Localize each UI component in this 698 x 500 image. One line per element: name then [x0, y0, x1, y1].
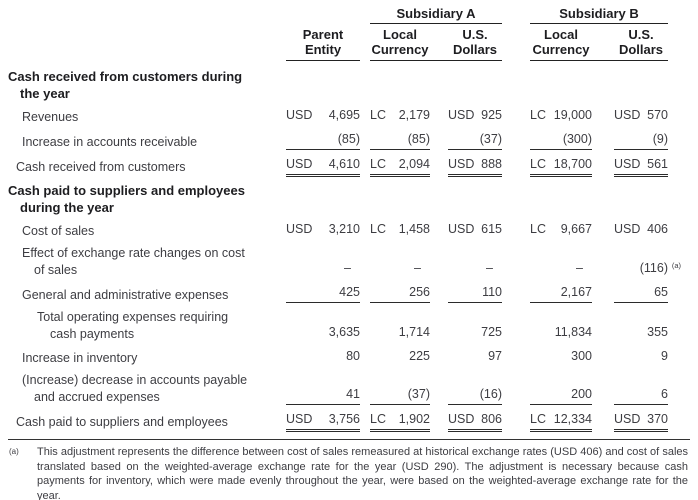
subsidiary-b-header: Subsidiary B [530, 6, 668, 24]
row-label [8, 134, 278, 151]
currency-prefix: LC [370, 108, 386, 122]
column-header-line: U.S. [628, 27, 654, 42]
column-header-line: Dollars [618, 42, 664, 57]
amount-value: 925 [481, 108, 502, 122]
amount-cell [614, 411, 668, 430]
amount-cell [614, 348, 668, 366]
amount-value: 561 [647, 157, 668, 171]
table-row [8, 156, 690, 175]
amount-cell [286, 348, 360, 366]
amount-value: 9,667 [560, 222, 592, 236]
amount-cell [530, 348, 592, 366]
footnote-reference: (a) [671, 261, 681, 270]
row-label-line: the year [20, 86, 70, 101]
amount-value: 225 [409, 349, 430, 363]
amount-value: 65 [654, 285, 668, 299]
row-label-line: Cash paid to suppliers and employees [8, 183, 245, 198]
amount-value: 2,167 [560, 285, 592, 299]
subsidiary-a-columns [370, 27, 502, 61]
amount-cell [286, 386, 360, 405]
amount-cell [370, 156, 430, 175]
amount-cell [614, 156, 668, 175]
subsidiary-b-columns [530, 27, 668, 61]
currency-prefix: LC [370, 412, 386, 426]
row-label-line: Increase in inventory [22, 350, 138, 365]
currency-prefix: USD [286, 412, 313, 426]
amount-cell [448, 156, 502, 175]
row-label-line: and accrued expenses [34, 389, 160, 404]
currency-prefix: USD [614, 412, 641, 426]
amount-cell [370, 260, 430, 278]
amount-value: 9 [661, 349, 668, 363]
currency-prefix: LC [530, 222, 546, 236]
amount-cell [286, 107, 360, 125]
amount-value: 888 [481, 157, 502, 171]
footnote [8, 439, 690, 500]
amount-cell [448, 221, 502, 239]
row-label-line: during the year [20, 200, 114, 215]
amount-value: 300 [571, 349, 592, 363]
amount-cell [614, 260, 681, 278]
row-label-line: Cash received from customers during [8, 69, 243, 84]
amount-value: (9) [652, 132, 668, 146]
amount-cell [530, 411, 592, 430]
column-header-line: Local [544, 27, 578, 42]
amount-value: 80 [346, 349, 360, 363]
amount-cell [370, 221, 430, 239]
amount-cell [370, 348, 430, 366]
currency-prefix: USD [448, 157, 475, 171]
amount-value: 6 [661, 387, 668, 401]
amount-value: 1,458 [398, 222, 430, 236]
currency-prefix: LC [530, 412, 546, 426]
amount-cell [614, 386, 668, 405]
row-label-line: Total operating expenses requiring [37, 310, 229, 324]
row-label [8, 223, 278, 240]
row-label-line: Effect of exchange rate changes on cost [22, 246, 245, 260]
amount-cell [530, 156, 592, 175]
amount-value: 19,000 [553, 108, 592, 122]
row-label-line: Cash received from customers [16, 159, 186, 174]
currency-prefix: USD [614, 222, 641, 236]
currency-prefix: USD [448, 222, 475, 236]
row-label [8, 372, 278, 405]
amount-value: – [486, 261, 493, 275]
row-label [8, 245, 278, 278]
amount-cell [530, 107, 592, 125]
row-label [8, 414, 278, 431]
amount-cell [448, 386, 502, 405]
amount-cell [614, 131, 668, 150]
table-row [8, 411, 690, 430]
column-header-line: Currency [532, 42, 590, 57]
row-label-line: Revenues [22, 109, 79, 124]
table-header-groups [8, 6, 690, 24]
local-currency-column-header-b [530, 27, 592, 57]
amount-cell [370, 131, 430, 150]
table-row [8, 131, 690, 150]
currency-prefix: USD [286, 108, 313, 122]
amount-cell [286, 156, 360, 175]
amount-value: 11,834 [554, 325, 592, 339]
row-label-line: General and administrative expenses [22, 287, 229, 302]
row-label [8, 68, 278, 102]
amount-cell [286, 324, 360, 342]
amount-cell [286, 260, 360, 278]
amount-value: 110 [482, 285, 502, 299]
amount-value: 3,210 [328, 222, 360, 236]
local-currency-column-header-a [370, 27, 430, 57]
amount-cell [530, 284, 592, 303]
amount-cell [286, 221, 360, 239]
amount-value: 370 [647, 412, 668, 426]
table-row [8, 245, 690, 278]
row-label-line: Cash paid to suppliers and employees [16, 414, 228, 429]
amount-cell [448, 260, 502, 278]
amount-cell [614, 221, 668, 239]
row-label [8, 287, 278, 304]
table-row [8, 348, 690, 366]
currency-prefix: LC [370, 157, 386, 171]
amount-value: 2,094 [398, 157, 430, 171]
amount-value: – [576, 261, 583, 275]
amount-value: (85) [407, 132, 430, 146]
amount-cell [370, 324, 430, 342]
amount-cell [448, 411, 502, 430]
footnote-marker: (a) [9, 447, 19, 456]
amount-cell [370, 411, 430, 430]
column-header-line: Local [383, 27, 417, 42]
amount-value: 4,695 [328, 108, 360, 122]
table-row [8, 284, 690, 303]
amount-value: – [414, 261, 421, 275]
section-header-row [8, 182, 690, 216]
amount-cell [448, 131, 502, 150]
row-label-line: of sales [34, 262, 78, 277]
footnote-text: This adjustment represents the difference between cost of sales remeasured at historical exchange rates (USD 406) and cost of sales translated based on the weighted-average exchange rate for the year (USD 290). The adjustment is necessary because cash payments for inventory, which were made evenly throughout the year, were based on the weighted-average exchange rate for the year. [37, 446, 688, 500]
amount-cell [448, 324, 502, 342]
row-label [8, 309, 278, 342]
amount-value: 570 [647, 108, 668, 122]
column-header-line: Entity [304, 42, 342, 57]
currency-prefix: USD [614, 108, 641, 122]
amount-cell [448, 107, 502, 125]
amount-cell [530, 324, 592, 342]
currency-prefix: LC [530, 108, 546, 122]
currency-prefix: LC [370, 222, 386, 236]
amount-value: 725 [481, 325, 502, 339]
amount-value: (116) (a) [640, 260, 668, 276]
parent-entity-column-header [286, 27, 360, 61]
row-label-line: Increase in accounts receivable [22, 134, 198, 149]
table-row [8, 221, 690, 239]
row-label-line: Cost of sales [22, 223, 95, 238]
amount-cell [530, 131, 592, 150]
subsidiary-a-header: Subsidiary A [370, 6, 502, 24]
amount-cell [448, 348, 502, 366]
amount-value: 1,714 [398, 325, 430, 339]
currency-prefix: USD [448, 108, 475, 122]
amount-value: (16) [479, 387, 502, 401]
amount-value: 200 [571, 387, 592, 401]
amount-cell [530, 260, 592, 278]
amount-value: 12,334 [553, 412, 592, 426]
column-header-line: Parent [302, 27, 344, 42]
column-header-line: Dollars [452, 42, 498, 57]
amount-value: 1,902 [398, 412, 430, 426]
amount-value: (37) [407, 387, 430, 401]
currency-prefix: USD [448, 412, 475, 426]
amount-cell [530, 221, 592, 239]
table-row [8, 309, 690, 342]
row-label-line: cash payments [50, 326, 135, 341]
amount-value: (85) [337, 132, 360, 146]
row-label [8, 350, 278, 367]
amount-value: 4,610 [328, 157, 360, 171]
column-header-line: Currency [371, 42, 429, 57]
amount-cell [614, 324, 668, 342]
row-label [8, 159, 278, 176]
amount-value: 425 [339, 285, 360, 299]
amount-cell [286, 411, 360, 430]
amount-cell [370, 107, 430, 125]
currency-prefix: USD [286, 222, 313, 236]
amount-value: (37) [479, 132, 502, 146]
amount-cell [614, 107, 668, 125]
amount-cell [448, 284, 502, 303]
amount-value: 806 [481, 412, 502, 426]
amount-cell [370, 284, 430, 303]
amount-value: (300) [562, 132, 592, 146]
amount-cell [286, 284, 360, 303]
amount-value: 97 [488, 349, 502, 363]
table-row [8, 107, 690, 125]
table-header-columns [8, 27, 690, 61]
column-header-line: U.S. [462, 27, 488, 42]
row-label-line: (Increase) decrease in accounts payable [22, 373, 248, 387]
row-label [8, 182, 278, 216]
us-dollars-column-header-b [614, 27, 668, 57]
amount-value: 615 [481, 222, 502, 236]
amount-value: 355 [647, 325, 668, 339]
section-header-row [8, 68, 690, 102]
amount-value: 41 [346, 387, 360, 401]
amount-value: 256 [409, 285, 430, 299]
currency-prefix: USD [286, 157, 313, 171]
table-row [8, 372, 690, 405]
us-dollars-column-header-a [448, 27, 502, 57]
amount-cell [530, 386, 592, 405]
amount-value: – [344, 261, 351, 275]
currency-prefix: LC [530, 157, 546, 171]
table-body [8, 68, 690, 430]
amount-value: 406 [647, 222, 668, 236]
amount-cell [370, 386, 430, 405]
amount-cell [286, 131, 360, 150]
row-label [8, 109, 278, 126]
amount-cell [614, 284, 668, 303]
currency-prefix: USD [614, 157, 641, 171]
amount-value: 3,635 [328, 325, 360, 339]
amount-value: 18,700 [553, 157, 592, 171]
amount-value: 2,179 [398, 108, 430, 122]
amount-value: 3,756 [328, 412, 360, 426]
